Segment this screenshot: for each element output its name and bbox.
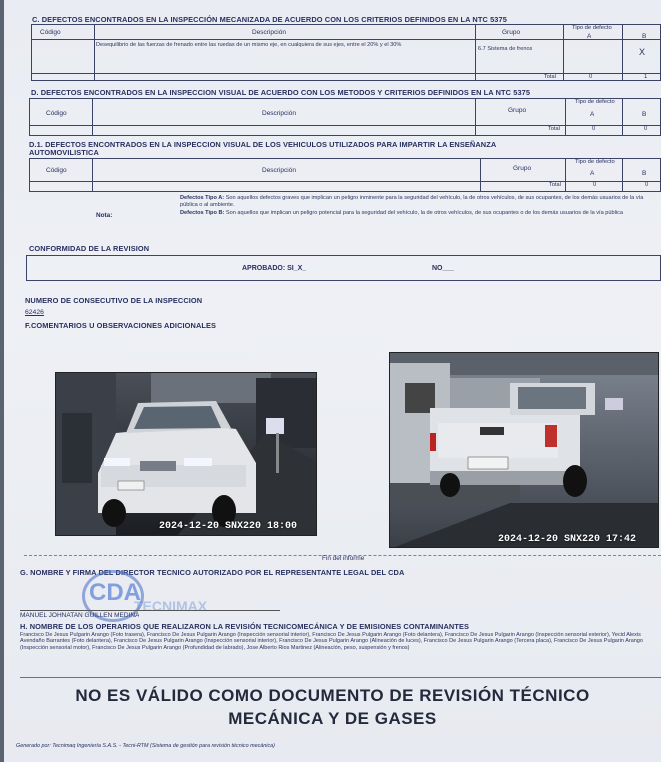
consecutivo-value: 62426 (25, 309, 44, 316)
operarios-title: H. NOMBRE DE LOS OPERARIOS QUE REALIZARON LA REVISIÓN TECNICOMECÁNICA Y DE EMISIONES CONTAMINANTES (20, 622, 470, 631)
section-d-title: D. DEFECTOS ENCONTRADOS EN LA INSPECCION VISUAL DE ACUERDO CON LOS METODOS Y CRITERIOS DEFINIDOS EN LA NTC 5375 (31, 88, 531, 97)
col-grupo: Grupo (513, 165, 532, 172)
photo2-timestamp: 2024-12-20 SNX220 17:42 (498, 534, 637, 545)
section-c-table (31, 24, 661, 81)
row-grupo: 6.7 Sistema de frenos (478, 46, 533, 52)
vehicle-front-photo (55, 372, 317, 536)
vehicle-rear-photo (389, 352, 659, 548)
comentarios-title: F.COMENTARIOS U OBSERVACIONES ADICIONALES (25, 321, 217, 330)
nota-label: Nota: (96, 212, 113, 219)
col-a: A (587, 33, 592, 40)
seal-watermark: TECNIMAX (134, 598, 208, 614)
total-label: Total (544, 74, 556, 80)
col-descripcion: Descripción (262, 110, 296, 117)
warning-line-2: MECÁNICA Y DE GASES (228, 709, 437, 728)
total-a: 0 (592, 126, 596, 132)
section-d1-table (29, 158, 661, 192)
col-b: B (642, 111, 647, 118)
total-a: 0 (593, 182, 597, 188)
col-descripcion: Descripción (262, 167, 296, 174)
vehicle-front-image (56, 373, 317, 536)
vehicle-rear-image (390, 353, 659, 548)
total-label: Total (549, 182, 561, 188)
conformidad-title: CONFORMIDAD DE LA REVISION (29, 244, 150, 253)
nota-tipo-b: Defectos Tipo B: Son aquellos que implican un peligro potencial para la seguridad del vehículo, la de otros vehículos, de sus ocupantes o de los demás usuarios de la vía pública (180, 210, 624, 216)
conformidad-box (26, 255, 661, 281)
row-descripcion: Desequilibrio de las fuerzas de frenado entre las ruedas de un mismo eje, en cualquiera de sus ejes, entre el 20% y el 30% (96, 42, 402, 48)
col-tipo-defecto: Tipo de defecto (575, 159, 615, 165)
aprobado-no: NO___ (432, 265, 455, 272)
row-mark-b: X (639, 47, 646, 57)
total-label: Total (548, 126, 560, 132)
total-b: 0 (644, 126, 648, 132)
col-descripcion: Descripción (252, 29, 286, 36)
director-name: MANUEL JOHNATAN GUILLEN MEDINA (20, 612, 140, 619)
consecutivo-title: NUMERO DE CONSECUTIVO DE LA INSPECCION (25, 296, 203, 305)
director-title: G. NOMBRE Y FIRMA DEL DIRECTOR TECNICO AUTORIZADO POR EL REPRESENTANTE LEGAL DEL CDA (20, 568, 405, 577)
col-tipo-defecto: Tipo de defecto (572, 25, 612, 31)
nota-tipo-a: Defectos Tipo A: Son aquellos defectos graves que implican un peligro inminente para la seguridad del vehículo, la de otros vehículos, de sus ocupantes, de los demás usuarios de la vía pública o al ambiente. (180, 195, 644, 208)
seal-text: CDA (89, 579, 141, 606)
col-grupo: Grupo (508, 107, 527, 114)
section-d-table (29, 98, 661, 136)
total-b: 0 (645, 182, 649, 188)
divider (20, 677, 661, 678)
fin-informe: Fin del informe (322, 555, 365, 562)
section-c-title: C. DEFECTOS ENCONTRADOS EN LA INSPECCIÓN MECANIZADA DE ACUERDO CON LOS CRITERIOS DEFINIDOS EN LA NTC 5375 (32, 15, 507, 24)
col-b: B (642, 33, 647, 40)
col-grupo: Grupo (502, 29, 521, 36)
aprobado-si: APROBADO: SI_X_ (242, 265, 307, 272)
col-a: A (590, 170, 595, 177)
total-a: 0 (589, 74, 593, 80)
generated-by: Generado por: Tecnimaq Ingeniería S.A.S. - Tecni-RTM (Sistema de gestión para revisión técnico mecánica) (16, 743, 275, 749)
photo1-timestamp: 2024-12-20 SNX220 18:00 (159, 521, 298, 532)
col-tipo-defecto: Tipo de defecto (575, 99, 615, 105)
warning-line-1: NO ES VÁLIDO COMO DOCUMENTO DE REVISIÓN TÉCNICO (75, 686, 590, 705)
col-a: A (590, 111, 595, 118)
operarios-text: Francisco De Jesus Pulgarin Arango (Foto trasera), Francisco De Jesus Pulgarin Arango (Inspección sensorial interior), Francisco De Jesus Pulgarin Arango (Foto delantera), Francisco De Jesus Pulgarin Arango (Inspección sensorial exterior), Yecid Alexis Avendaño Barrantes (Foto delantera), Francisco De Jesus Pulgarin Arango (Inspección sensorial interior), Francisco De Jesus Pulgarin Arango (Alineación de luces), Francisco De Jesus Pulgarin Arango (Tercera placa), Francisco De Jesus Pulgarin Arango (Inspección sensorial motor), Francisco De Jesus Pulgarin Arango (Profundidad de labrado), Jose Alberto Rios Martinez (Alineación, peso, suspensión y frenos) (20, 632, 643, 651)
col-codigo: Código (46, 167, 67, 174)
col-codigo: Código (40, 29, 61, 36)
signature-line (20, 610, 280, 611)
col-codigo: Código (46, 110, 67, 117)
col-b: B (642, 170, 647, 177)
total-b: 1 (644, 74, 648, 80)
section-d1-title: D.1. DEFECTOS ENCONTRADOS EN LA INSPECCION VISUAL DE LOS VEHICULOS UTILIZADOS PARA IMPARTIR LA ENSEÑANZA AUTOMOVILISTICA (29, 140, 497, 157)
document-sheet (4, 0, 661, 762)
